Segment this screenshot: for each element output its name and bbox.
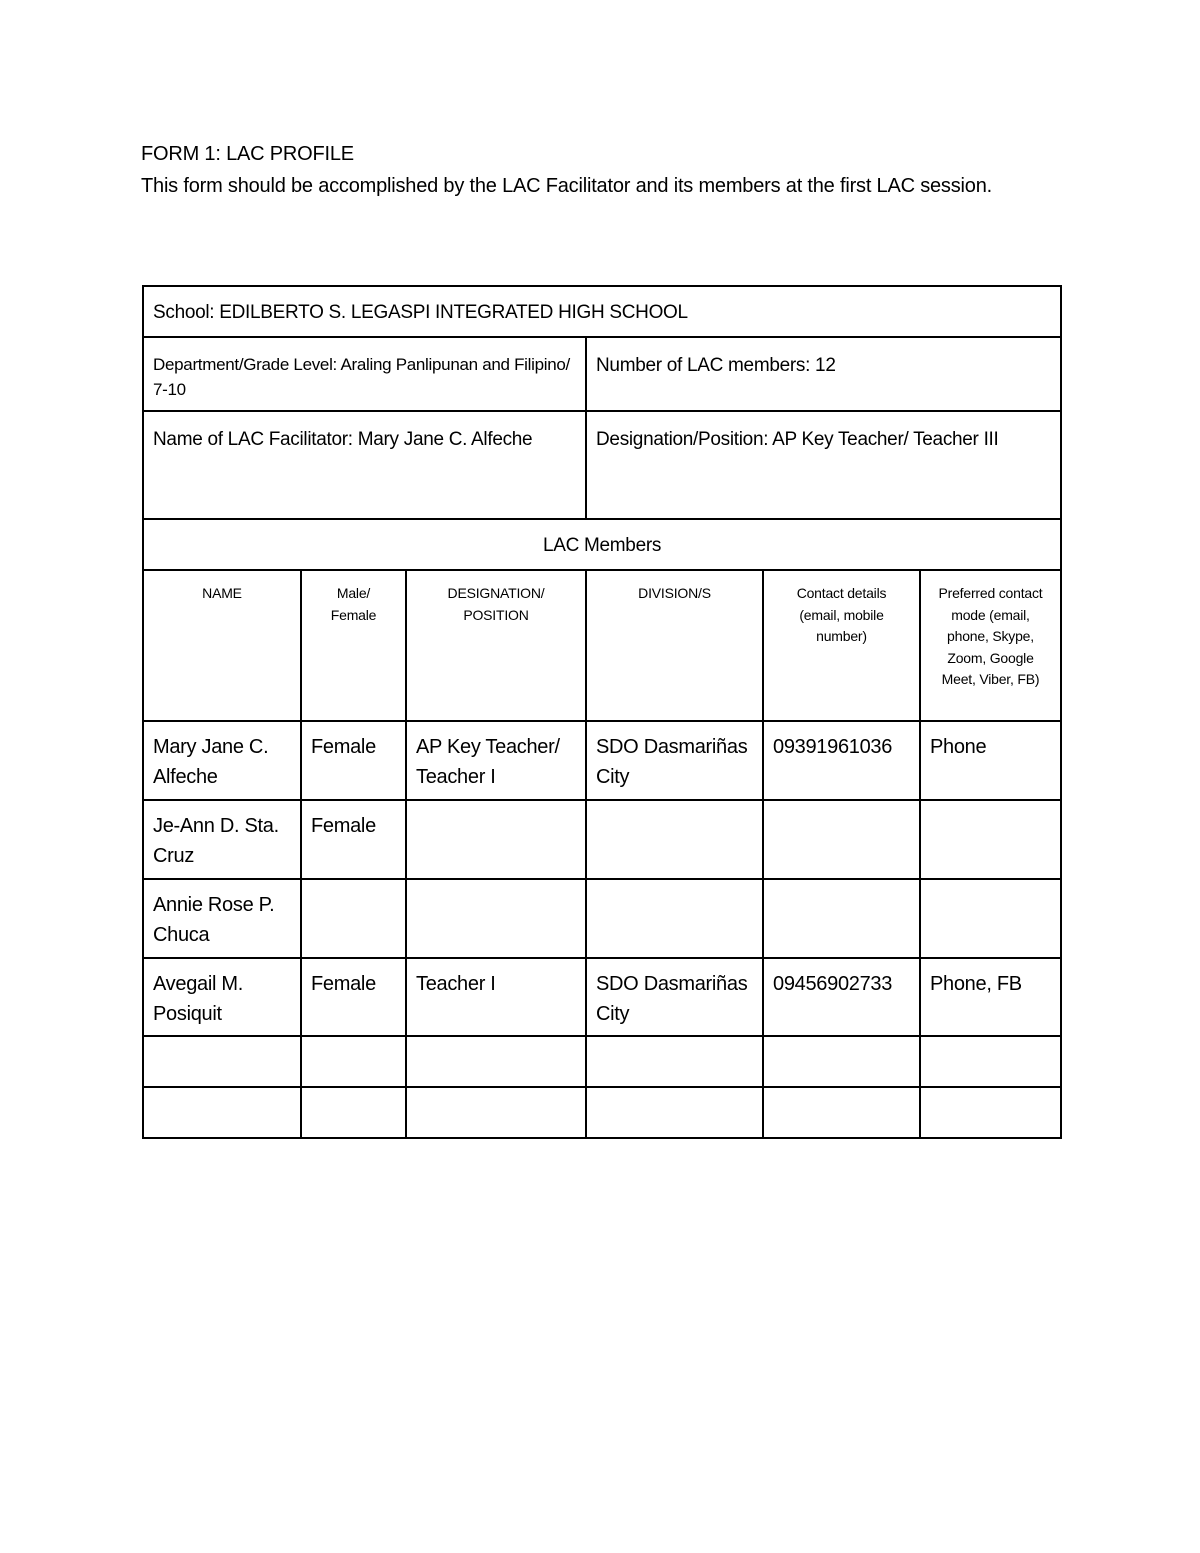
table-cell xyxy=(143,1087,301,1138)
member-name xyxy=(144,1088,300,1099)
table-cell xyxy=(586,958,763,1036)
table-cell xyxy=(763,721,920,800)
member-name xyxy=(144,1037,300,1048)
table-row xyxy=(143,879,1061,958)
members-title-row xyxy=(143,519,1061,570)
table-cell xyxy=(301,721,406,800)
member-designation xyxy=(407,1037,585,1048)
facilitator-row xyxy=(143,411,1061,519)
member-sex: Female xyxy=(311,973,376,995)
table-cell xyxy=(301,958,406,1036)
member-division: SDO Dasmariñas City xyxy=(596,736,748,788)
member-sex xyxy=(302,1037,405,1048)
column-header xyxy=(143,570,301,721)
member-contact xyxy=(764,880,919,891)
table-cell xyxy=(301,800,406,879)
table-cell xyxy=(143,958,301,1036)
member-sex: Female xyxy=(311,815,376,837)
school-row xyxy=(143,286,1061,337)
table-cell xyxy=(586,800,763,879)
table-cell xyxy=(920,1087,1061,1138)
table-cell xyxy=(406,1087,586,1138)
member-division xyxy=(587,880,762,891)
table-row xyxy=(143,958,1061,1036)
table-cell xyxy=(586,1087,763,1138)
member-contact xyxy=(764,1037,919,1048)
department-value: Department/Grade Level: Araling Panlipunan and Filipino/ 7-10 xyxy=(153,355,570,399)
table-cell xyxy=(406,958,586,1036)
table-cell xyxy=(406,879,586,958)
member-contact: 09456902733 xyxy=(773,973,893,995)
table-cell xyxy=(301,879,406,958)
table-cell xyxy=(586,1036,763,1087)
column-header-name: NAME xyxy=(202,585,242,601)
table-cell xyxy=(406,1036,586,1087)
member-contact: 09391961036 xyxy=(773,736,893,758)
designation-cell xyxy=(586,411,1061,519)
member-designation: AP Key Teacher/ Teacher I xyxy=(416,736,560,788)
column-header xyxy=(920,570,1061,721)
lac-profile-table xyxy=(142,285,1062,1139)
member-contact xyxy=(764,801,919,812)
table-cell xyxy=(301,1087,406,1138)
member-designation: Teacher I xyxy=(416,973,496,995)
department-row xyxy=(143,337,1061,411)
column-header xyxy=(406,570,586,721)
member-name: Avegail M. Posiquit xyxy=(153,973,244,1025)
member-division xyxy=(587,801,762,812)
column-header-division: DIVISION/S xyxy=(638,585,711,601)
table-cell xyxy=(920,721,1061,800)
table-row xyxy=(143,1087,1061,1138)
table-cell xyxy=(920,879,1061,958)
table-cell xyxy=(586,879,763,958)
members-section-title: LAC Members xyxy=(542,535,662,556)
school-value: School: EDILBERTO S. LEGASPI INTEGRATED HIGH SCHOOL xyxy=(153,302,688,323)
member-preferred-mode: Phone xyxy=(930,736,987,758)
member-division: SDO Dasmariñas City xyxy=(596,973,748,1025)
member-designation xyxy=(407,1088,585,1099)
member-sex xyxy=(302,880,405,891)
column-header-sex: Male/ Female xyxy=(330,585,377,623)
table-cell xyxy=(143,800,301,879)
table-row xyxy=(143,721,1061,800)
table-cell xyxy=(763,958,920,1036)
member-contact xyxy=(764,1088,919,1099)
table-cell xyxy=(406,800,586,879)
member-division xyxy=(587,1037,762,1048)
table-cell xyxy=(763,1087,920,1138)
school-cell xyxy=(143,286,1061,337)
table-cell xyxy=(143,1036,301,1087)
facilitator-cell xyxy=(143,411,586,519)
table-cell xyxy=(301,1036,406,1087)
members-count-value: Number of LAC members: 12 xyxy=(596,355,836,376)
table-cell xyxy=(763,1036,920,1087)
table-cell xyxy=(763,879,920,958)
table-cell xyxy=(920,958,1061,1036)
member-preferred-mode xyxy=(921,880,1060,891)
member-name: Annie Rose P. Chuca xyxy=(153,894,275,946)
table-cell xyxy=(920,800,1061,879)
column-header-preferred-mode: Preferred contact mode (email, phone, Skype, Zoom, Google Meet, Viber, FB) xyxy=(938,585,1043,687)
column-header xyxy=(763,570,920,721)
member-preferred-mode xyxy=(921,1088,1060,1099)
member-name: Mary Jane C. Alfeche xyxy=(153,736,269,788)
table-cell xyxy=(143,721,301,800)
member-preferred-mode: Phone, FB xyxy=(930,973,1022,995)
table-cell xyxy=(920,1036,1061,1087)
members-count-cell xyxy=(586,337,1061,411)
department-cell xyxy=(143,337,586,411)
member-designation xyxy=(407,880,585,891)
member-sex xyxy=(302,1088,405,1099)
facilitator-value: Name of LAC Facilitator: Mary Jane C. Alfeche xyxy=(153,429,533,450)
member-preferred-mode xyxy=(921,1037,1060,1048)
member-division xyxy=(587,1088,762,1099)
member-sex: Female xyxy=(311,736,376,758)
member-preferred-mode xyxy=(921,801,1060,812)
table-cell xyxy=(406,721,586,800)
table-cell xyxy=(586,721,763,800)
table-cell xyxy=(143,879,301,958)
form-title: FORM 1: LAC PROFILE xyxy=(141,143,354,165)
table-row xyxy=(143,800,1061,879)
member-name: Je-Ann D. Sta. Cruz xyxy=(153,815,279,867)
members-title-cell xyxy=(143,519,1061,570)
form-instructions: This form should be accomplished by the LAC Facilitator and its members at the first LAC session. xyxy=(141,175,992,197)
column-header xyxy=(586,570,763,721)
member-designation xyxy=(407,801,585,812)
designation-value: Designation/Position: AP Key Teacher/ Teacher III xyxy=(596,429,999,450)
column-header-row xyxy=(143,570,1061,721)
column-header-contact: Contact details (email, mobile number) xyxy=(796,585,887,644)
column-header-designation: DESIGNATION/ POSITION xyxy=(447,585,545,623)
column-header xyxy=(301,570,406,721)
table-row xyxy=(143,1036,1061,1087)
table-cell xyxy=(763,800,920,879)
